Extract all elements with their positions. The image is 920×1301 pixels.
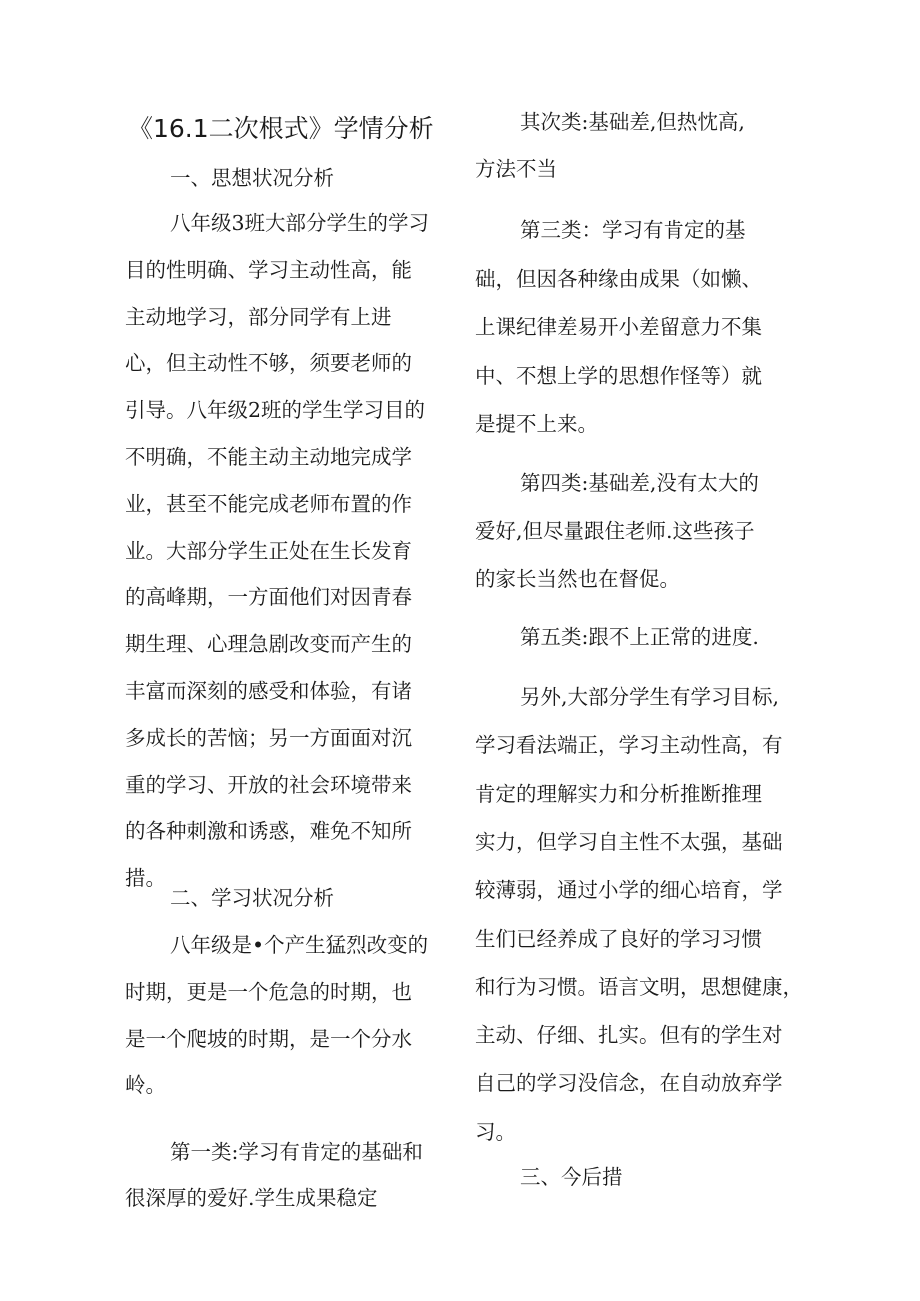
paragraph-additional-line: 主动、仔细、扎实。但有的学生对 (475, 1023, 783, 1048)
paragraph-learning-analysis-line: 时期，更是一个危急的时期，也 (125, 979, 412, 1004)
paragraph-thought-analysis-line: 八年级3班大部分学生的学习 (170, 211, 430, 235)
paragraph-additional-line: 实力，但学习自主性不太强，基础 (475, 829, 783, 854)
paragraph-thought-analysis-line: 引导。八年级2班的学生学习目的 (125, 398, 426, 423)
paragraph-thought-analysis-line: 业。大部分学生正处在生长发育 (125, 538, 412, 563)
paragraph-category-3-line: 中、不想上学的思想作怪等）就 (475, 363, 762, 388)
paragraph-thought-analysis-line: 业，甚至不能完成老师布置的作 (125, 491, 412, 516)
paragraph-thought-analysis-line: 丰富而深刻的感受和体验，有诸 (125, 679, 412, 703)
paragraph-additional-line: 生们已经养成了良好的学习习惯 (475, 926, 762, 951)
section-heading-3: 三、今后措 (520, 1165, 623, 1189)
section-heading-2: 二、学习状况分析 (170, 886, 334, 910)
paragraph-thought-analysis-line: 目的性明确、学习主动性高，能 (125, 257, 412, 282)
paragraph-additional-line: 和行为习惯。语言文明，思想健康， (475, 974, 803, 999)
paragraph-thought-analysis-line: 多成长的苦恼；另一方面面对沉 (125, 725, 412, 750)
paragraph-thought-analysis-line: 期生理、心理急剧改变而产生的 (125, 632, 412, 657)
paragraph-additional-line: 学习看法端正，学习主动性高，有 (475, 733, 783, 758)
paragraph-learning-analysis-line: 八年级是•个产生猛烈改变的 (170, 933, 429, 957)
paragraph-thought-analysis-line: 的高峰期，一方面他们对因青春 (125, 585, 412, 610)
section-heading-1: 一、思想状况分析 (170, 166, 334, 190)
paragraph-category-1-line: 很深厚的爱好.学生成果稳定 (125, 1186, 378, 1210)
paragraph-thought-analysis-line: 重的学习、开放的社会环境带来 (125, 772, 412, 797)
document-title: 《16.1二次根式》学情分析 (128, 114, 434, 143)
paragraph-additional-line: 习。 (475, 1119, 516, 1144)
paragraph-category-2-line: 方法不当 (475, 157, 557, 181)
paragraph-thought-analysis-line: 措。 (125, 866, 166, 891)
paragraph-category-3-line: 础，但因各种缘由成果（如懒、 (475, 266, 762, 291)
paragraph-category-4-line: 爱好,但尽量跟住老师.这些孩子 (475, 519, 755, 543)
paragraph-additional-line: 另外,大部分学生有学习目标, (520, 685, 780, 709)
paragraph-category-2-line: 其次类:基础差,但热忱高, (520, 110, 745, 134)
paragraph-category-3-line: 是提不上来。 (475, 412, 598, 436)
paragraph-category-3-line: 上课纪律差易开小差留意力不集 (475, 315, 762, 339)
paragraph-additional-line: 自己的学习没信念，在自动放弃学 (475, 1071, 783, 1096)
paragraph-learning-analysis-line: 是一个爬坡的时期，是一个分水 (125, 1026, 412, 1051)
paragraph-additional-line: 肯定的理解实力和分析推断推理 (475, 781, 762, 806)
paragraph-category-3-line: 第三类：学习有肯定的基 (520, 218, 746, 242)
paragraph-thought-analysis-line: 的各种刺激和诱惑，难免不知所 (125, 819, 412, 844)
paragraph-category-4-line: 的家长当然也在督促。 (475, 567, 680, 591)
paragraph-category-4-line: 第四类:基础差,没有太大的 (520, 471, 759, 495)
paragraph-additional-line: 较薄弱，通过小学的细心培育，学 (475, 878, 783, 903)
paragraph-category-1-line: 第一类:学习有肯定的基础和 (170, 1140, 423, 1164)
paragraph-learning-analysis-line: 岭。 (125, 1073, 166, 1098)
paragraph-category-5-line: 第五类:跟不上正常的进度. (520, 625, 759, 649)
paragraph-thought-analysis-line: 心，但主动性不够，须要老师的 (125, 351, 412, 376)
paragraph-thought-analysis-line: 主动地学习，部分同学有上进 (125, 304, 392, 329)
paragraph-thought-analysis-line: 不明确，不能主动主动地完成学 (125, 445, 412, 469)
